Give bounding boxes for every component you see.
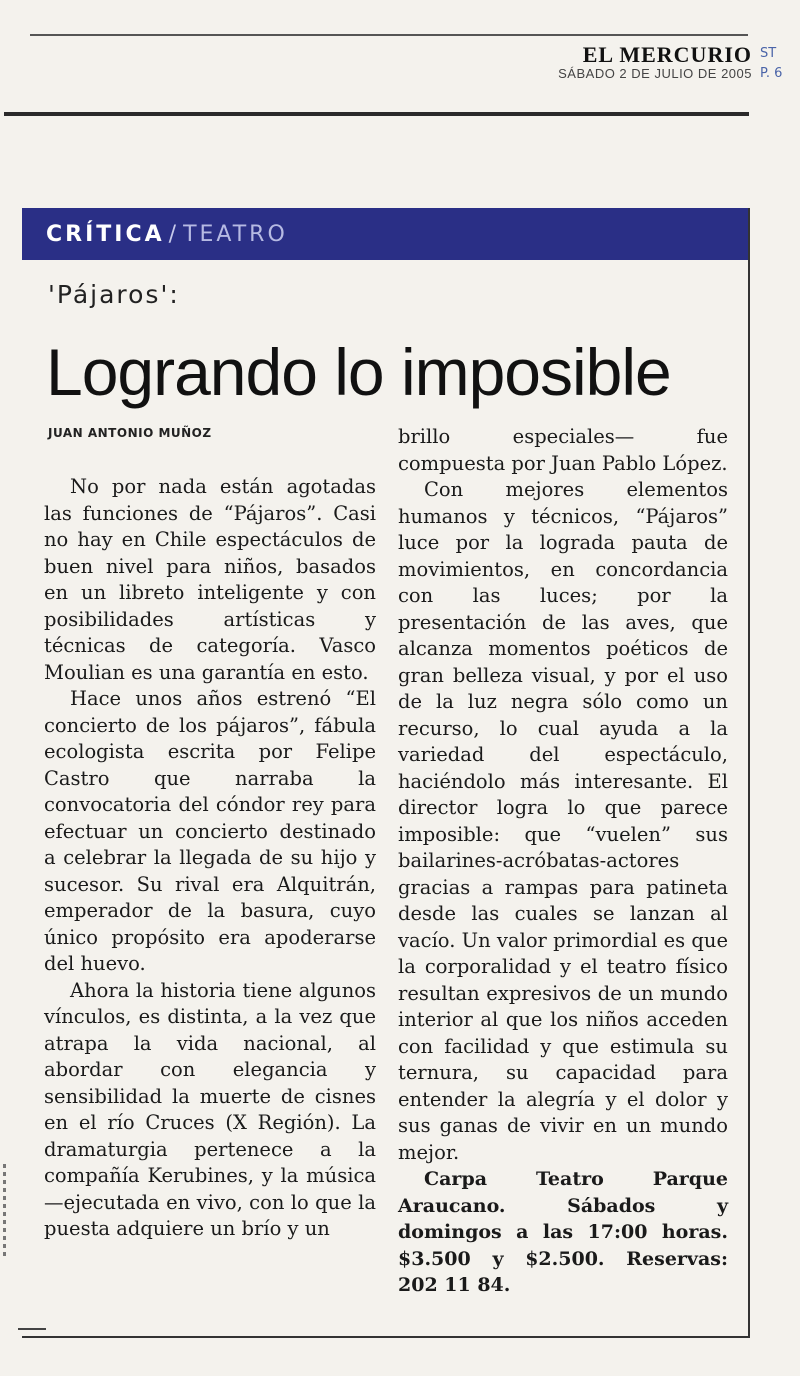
handwritten-note — [760, 44, 782, 84]
publication-date: SÁBADO 2 DE JULIO DE 2005 — [558, 66, 752, 81]
article-column-right — [398, 424, 728, 1299]
article-headline: Logrando lo imposible — [46, 335, 671, 409]
newspaper-name: EL MERCURIO — [582, 42, 752, 67]
article-paragraph: brillo especiales— fue compuesta por Juan Pablo López. — [398, 425, 728, 475]
article-paragraph: No por nada están agotadas las funciones de “Pájaros”. Casi no hay en Chile espectáculos de buen nivel para niños, basados en un libreto inteligente y con posibilidades artísticas y técnicas de categoría. Vasco Moulian es una garantía en esto. — [44, 475, 376, 684]
section-separator: / — [168, 222, 180, 247]
article — [22, 208, 750, 1338]
performance-info: Carpa Teatro Parque Araucano. Sábados y domingos a las 17:00 horas. $3.500 y $2.500. Reservas: 202 11 84. — [398, 1168, 728, 1296]
article-paragraph: Ahora la historia tiene algunos vínculos, es distinta, a la vez que atrapa la vida nacional, al abordar con elegancia y sensibilidad la muerte de cisnes en el río Cruces (X Región). La dramaturgia pertenece a la compañía Kerubines, y la música —ejecutada en vivo, con lo que la puesta adquiere un brío y un — [44, 978, 376, 1240]
article-column-left — [44, 474, 376, 1243]
article-byline: JUAN ANTONIO MUÑOZ — [48, 426, 212, 440]
article-kicker: 'Pájaros': — [48, 280, 180, 309]
bottom-corner-mark — [18, 1328, 46, 1330]
masthead — [558, 42, 752, 81]
article-paragraph: Hace unos años estrenó “El concierto de los pájaros”, fábula ecologista escrita por Felipe Castro que narraba la convocatoria del cóndor rey para efectuar un concierto destinado a celebrar la llegada de su hijo y sucesor. Su rival era Alquitrán, emperador de la basura, cuyo único propósito era apoderarse del huevo. — [44, 687, 376, 975]
masthead-top-rule — [30, 34, 748, 36]
section-label — [46, 222, 288, 247]
handwritten-note-text: ST P. 6 — [760, 46, 783, 81]
masthead-bottom-rule — [4, 112, 749, 116]
archive-side-marks — [0, 1160, 14, 1270]
section-sub-label: TEATRO — [183, 222, 288, 247]
article-paragraph: Con mejores elementos humanos y técnicos, “Pájaros” luce por la lograda pauta de movimientos, en concordancia con las luces; por la presentación de las aves, que alcanza momentos poéticos de gran belleza visual, y por el uso de la luz negra sólo como un recurso, lo cual ayuda a la variedad del espectáculo, haciéndolo más interesante. El director logra lo que parece imposible: que “vuelen” sus bailarines-acróbatas-actores gracias a rampas para patineta desde las cuales se lanzan al vacío. Un valor primordial es que la corporalidad y el teatro físico resultan expresivos de un mundo interior al que los niños acceden con facilidad y que estimula su ternura, su capacidad para entender la alegría y el dolor y sus ganas de vivir en un mundo mejor. — [398, 478, 728, 1164]
section-main-label: CRÍTICA — [46, 222, 165, 247]
section-bar — [22, 208, 748, 260]
